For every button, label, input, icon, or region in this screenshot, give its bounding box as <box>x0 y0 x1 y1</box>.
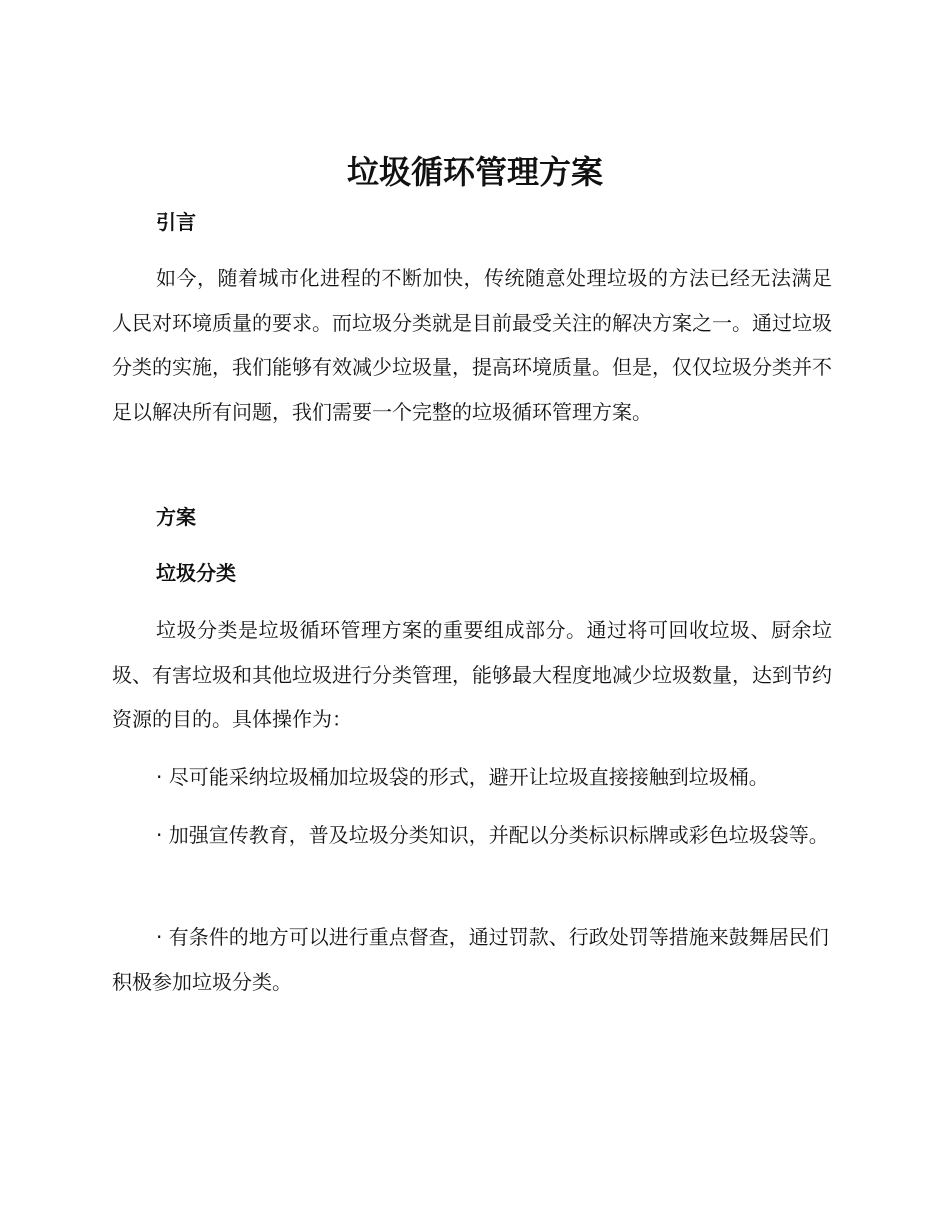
bullet-item: · 加强宣传教育，普及垃圾分类知识，并配以分类标识标牌或彩色垃圾袋等。 <box>156 823 829 847</box>
bullet-item: · 有条件的地方可以进行重点督查，通过罚款、行政处罚等措施来鼓舞居民们积极参加垃圾分类。 <box>112 925 829 994</box>
intro-paragraph: 如今，随着城市化进程的不断加快，传统随意处理垃圾的方法已经无法满足人民对环境质量的要求。而垃圾分类就是目前最受关注的解决方案之一。通过垃圾分类的实施，我们能够有效减少垃圾量，提高环境质量。但是，仅仅垃圾分类并不足以解决所有问题，我们需要一个完整的垃圾循环管理方案。 <box>112 266 832 424</box>
intro-heading: 引言 <box>156 210 196 234</box>
sorting-paragraph: 垃圾分类是垃圾循环管理方案的重要组成部分。通过将可回收垃圾、厨余垃圾、有害垃圾和其他垃圾进行分类管理，能够最大程度地减少垃圾数量，达到节约资源的目的。具体操作为： <box>112 618 832 731</box>
sorting-heading: 垃圾分类 <box>156 561 236 585</box>
document-title: 垃圾循环管理方案 <box>346 153 603 191</box>
plan-heading: 方案 <box>156 505 196 529</box>
bullet-item: · 尽可能采纳垃圾桶加垃圾袋的形式，避开让垃圾直接接触到垃圾桶。 <box>156 765 769 789</box>
